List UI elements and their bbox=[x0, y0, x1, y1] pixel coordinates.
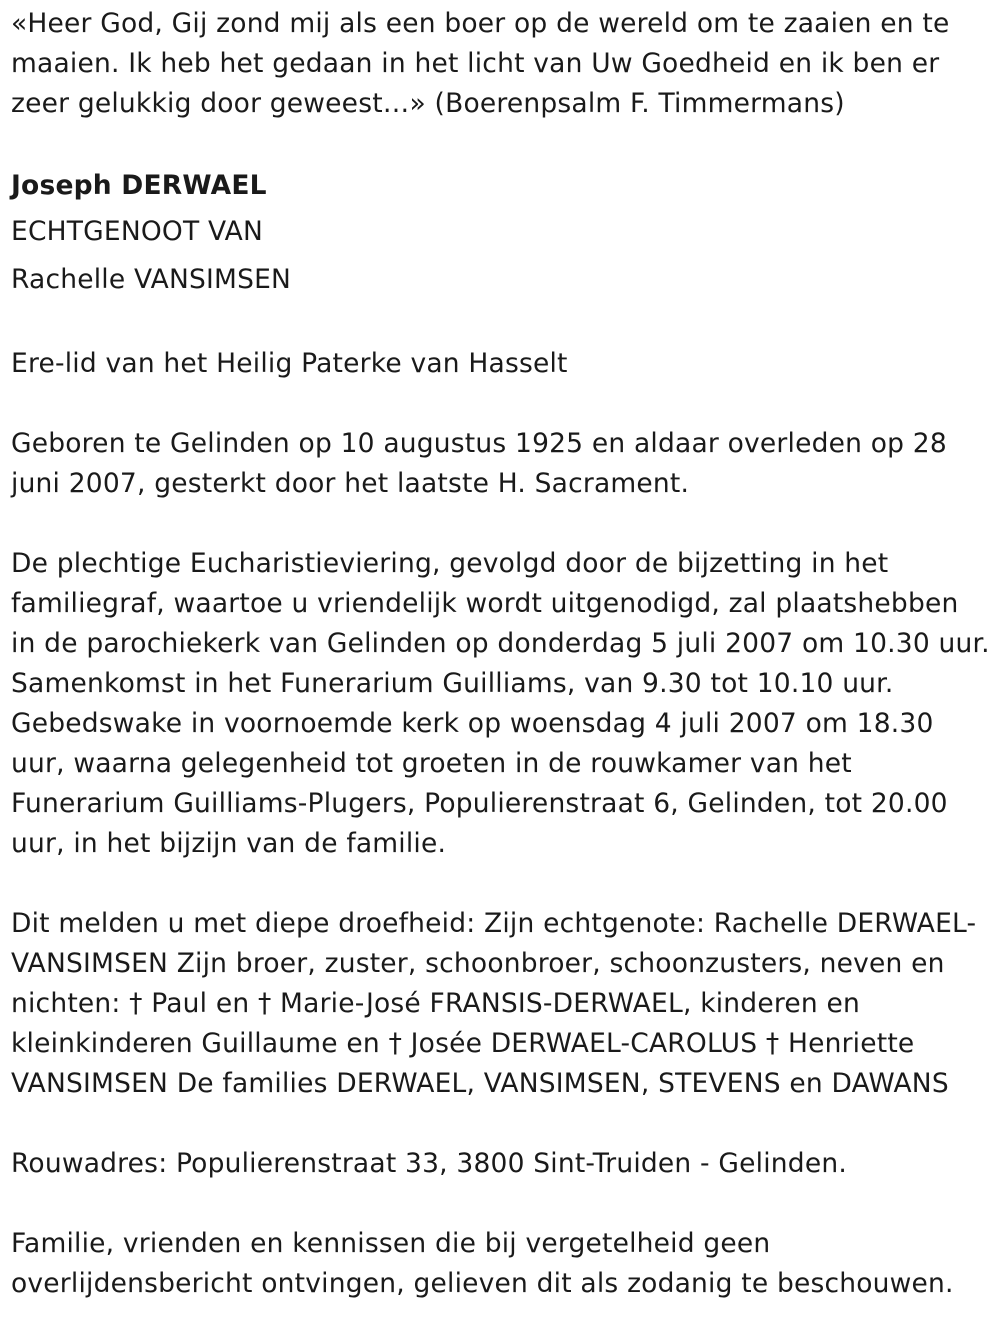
spouse-name: Rachelle VANSIMSEN bbox=[11, 264, 292, 295]
family-text-1: Dit melden u met diepe droefheid: Zijn echtgenote: Rachelle DERWAEL-VANSIMSEN Zijn broer, zuster, schoonbroer, schoonzusters, neven en nichten: bbox=[11, 908, 977, 1019]
relation-label: ECHTGENOOT VAN bbox=[11, 216, 263, 247]
cross-icon: † bbox=[388, 1028, 403, 1059]
mourning-address: Rouwadres: Populierenstraat 33, 3800 Sint-Truiden - Gelinden. bbox=[11, 1148, 847, 1179]
obituary-document bbox=[11, 4, 991, 1304]
family-text-5: Henriette VANSIMSEN De families DERWAEL, VANSIMSEN, STEVENS en DAWANS bbox=[11, 1028, 949, 1099]
cross-icon: † bbox=[765, 1028, 780, 1059]
deceased-name: Joseph DERWAEL bbox=[11, 170, 267, 201]
family-paragraph bbox=[11, 904, 991, 1104]
opening-quote: «Heer God, Gij zond mij als een boer op de wereld om te zaaien en te maaien. Ik heb het gedaan in het licht van Uw Goedheid en ik ben er zeer gelukkig door geweest…» (Boerenpsalm F. Timmermans) bbox=[11, 8, 950, 119]
family-text-4: Josée DERWAEL-CAROLUS bbox=[402, 1028, 766, 1059]
family-text-3: Marie-José FRANSIS-DERWAEL, kinderen en kleinkinderen Guillaume en bbox=[11, 988, 860, 1059]
honorary-membership: Ere-lid van het Heilig Paterke van Hasselt bbox=[11, 348, 568, 379]
family-text-2: Paul en bbox=[142, 988, 258, 1019]
cross-icon: † bbox=[129, 988, 143, 1019]
ceremony-paragraph: De plechtige Eucharistieviering, gevolgd door de bijzetting in het familiegraf, waartoe u vriendelijk wordt uitgenodigd, zal plaatshebben in de parochiekerk van Gelinden op donderdag 5 juli 2007 om 10.30 uur. Samenkomst in het Funerarium Guilliams, van 9.30 tot 10.10 uur. Gebedswake in voornoemde kerk op woensdag 4 juli 2007 om 18.30 uur, waarna gelegenheid tot groeten in de rouwkamer van het Funerarium Guilliams-Plugers, Populierenstraat 6, Gelinden, tot 20.00 uur, in het bijzijn van de familie. bbox=[11, 548, 990, 859]
birth-death-paragraph: Geboren te Gelinden op 10 augustus 1925 en aldaar overleden op 28 juni 2007, gesterkt door het laatste H. Sacrament. bbox=[11, 428, 947, 499]
closing-paragraph: Familie, vrienden en kennissen die bij vergetelheid geen overlijdensbericht ontvingen, gelieven dit als zodanig te beschouwen. bbox=[11, 1228, 954, 1299]
cross-icon: † bbox=[257, 988, 272, 1019]
